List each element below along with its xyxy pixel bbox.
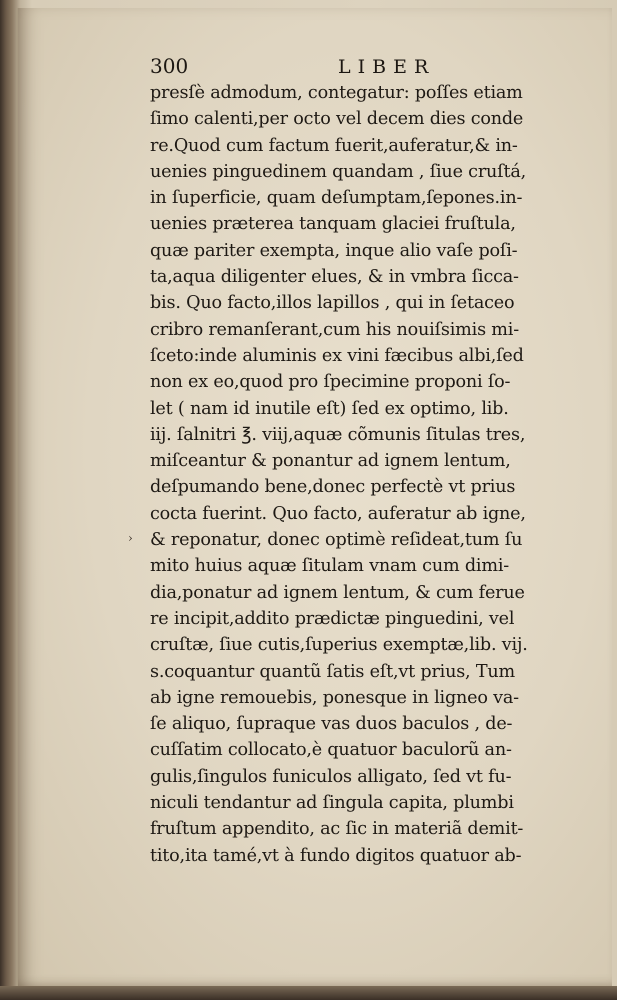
text-line: in ſuperficie, quam deſumptam,ſepones.in- bbox=[150, 188, 523, 209]
text-line: re incipit,addito prædictæ pinguedini, vel bbox=[150, 608, 515, 629]
text-line: ſimo calenti,per octo vel decem dies conde bbox=[150, 109, 524, 130]
text-line: mito huius aquæ ſitulam vnam cum dimi- bbox=[150, 556, 509, 577]
text-line: uenies præterea tanquam glaciei fruſtula, bbox=[150, 214, 516, 235]
text-line: cuſſatim collocato,è quatuor baculorũ an- bbox=[150, 740, 512, 761]
text-line: & reponatur, donec optimè reſideat,tum ſu bbox=[150, 530, 523, 551]
text-line: deſpumando bene,donec perfectè vt prius bbox=[150, 477, 516, 498]
text-line: quæ pariter exempta, inque alio vaſe poſi- bbox=[150, 240, 518, 261]
text-line: cribro remanſerant,cum his nouiſsimis mi- bbox=[150, 319, 519, 340]
text-line: ab igne remouebis, ponesque in ligneo va- bbox=[150, 687, 519, 708]
text-line: fruſtum appendito, ac ſic in materiã demit- bbox=[150, 819, 524, 840]
text-line: miſceantur & ponantur ad ignem lentum, bbox=[150, 451, 511, 472]
running-head: LIBER bbox=[338, 56, 436, 78]
margin-mark: › bbox=[128, 531, 133, 545]
text-line: cruſtæ, ſiue cutis,ſuperius exemptæ,lib. vij. bbox=[150, 635, 528, 656]
text-line: let ( nam id inutile eſt) ſed ex optimo, lib. bbox=[150, 398, 509, 419]
text-line: re.Quod cum factum fuerit,auferatur,& in- bbox=[150, 135, 518, 156]
page-bottom-edge bbox=[0, 986, 617, 1000]
page-number: 300 bbox=[150, 54, 189, 78]
text-line: ſceto:inde aluminis ex vini fæcibus albi,ſed bbox=[150, 345, 524, 366]
body-text bbox=[150, 80, 576, 869]
text-line: cocta fuerint. Quo facto, auferatur ab igne, bbox=[150, 503, 526, 524]
text-line: presſè admodum, contegatur: poſſes etiam bbox=[150, 83, 523, 103]
text-line: bis. Quo facto,illos lapillos , qui in ſetaceo bbox=[150, 293, 515, 314]
text-line: ſe aliquo, ſupraque vas duos baculos , de- bbox=[150, 714, 513, 735]
text-line: uenies pinguedinem quandam , ſiue cruſtá, bbox=[150, 161, 527, 182]
text-line: ta,aqua diligenter elues, & in vmbra ſicca- bbox=[150, 267, 519, 288]
text-line: gulis,ſingulos funiculos alligato, ſed vt fu- bbox=[150, 766, 512, 787]
text-line: tito,ita tamé,vt à fundo digitos quatuor ab- bbox=[150, 845, 522, 866]
text-line: non ex eo,quod pro ſpecimine proponi ſo- bbox=[150, 372, 511, 393]
text-line: s.coquantur quantũ ſatis eſt,vt prius, Tum bbox=[150, 661, 515, 682]
text-line: niculi tendantur ad ſingula capita, plumbi bbox=[150, 793, 514, 814]
text-line: dia,ponatur ad ignem lentum, & cum ferue bbox=[150, 582, 525, 603]
text-line: iij. ſalnitri ℥. viij,aquæ cõmunis ſitulas tres, bbox=[150, 424, 526, 445]
